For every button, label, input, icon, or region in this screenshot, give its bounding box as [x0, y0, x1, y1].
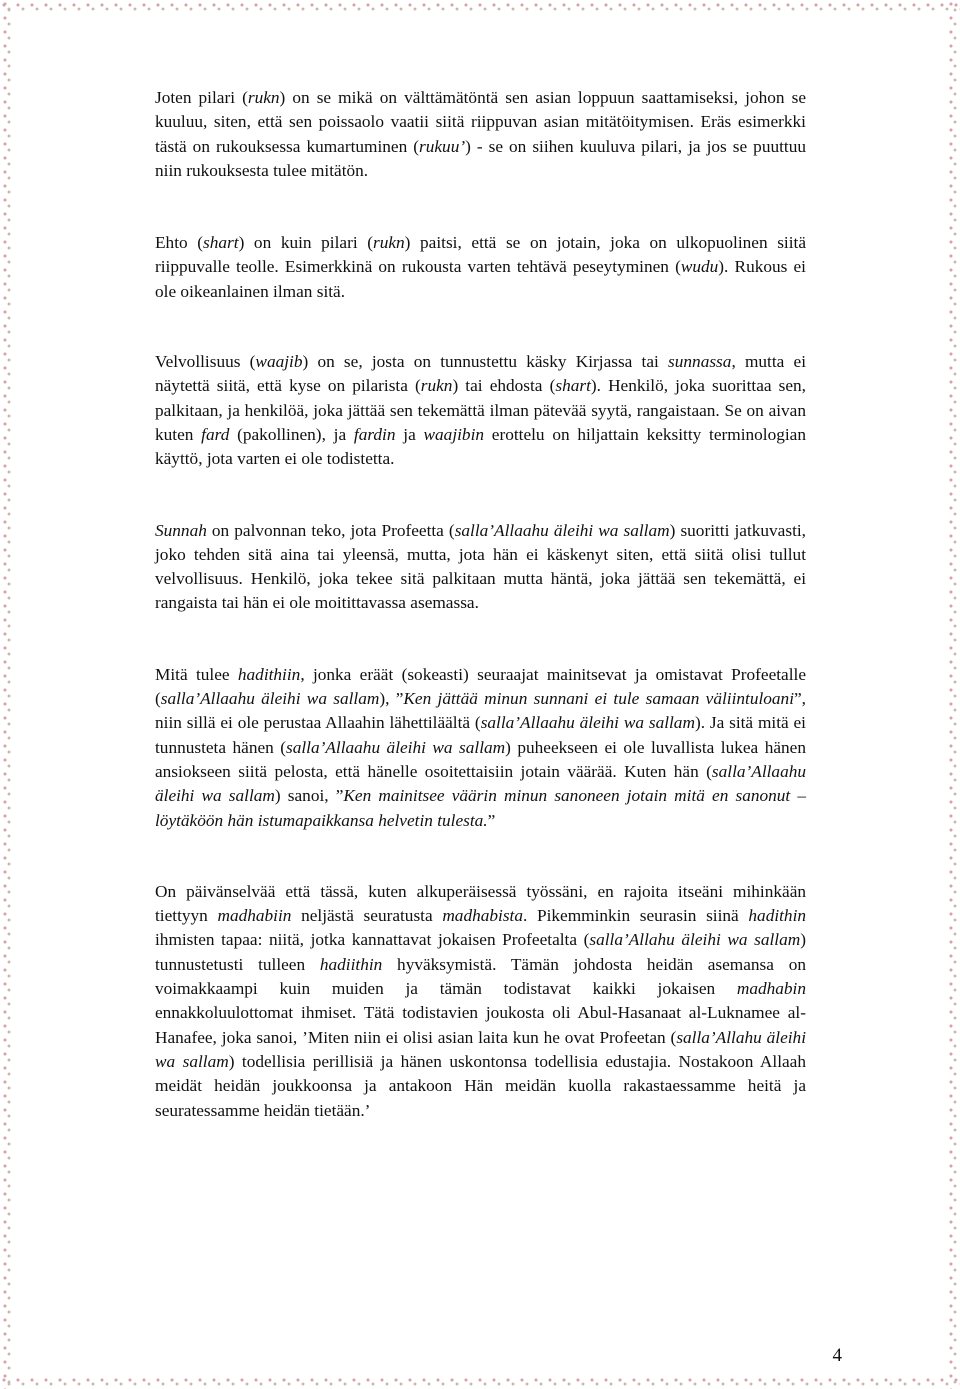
paragraph-sunnah	[155, 519, 806, 616]
italic-text-segment: Ken mainitsee väärin minun sanoneen jotain mitä en sanonut – löytäköön hän istumapaikkansa helvetin tulesta.	[155, 786, 806, 830]
text-segment: ennakkoluulottomat ihmiset. Tätä todistavien joukosta oli Abul-Hasanaat al-Luknamee al-Hanafee, joka sanoi, ’Miten niin ei olisi asian laita kun he ovat Profeetan (	[155, 1003, 806, 1047]
text-segment: ) on kuin pilari (	[238, 233, 373, 253]
text-segment: ). Henkilö, joka suorittaa sen, palkitaan, ja henkilöä, joka jättää sen tekemättä ilman pätevää syytä, rangaistaan. Se on aivan kuten	[155, 376, 806, 444]
italic-text-segment: shart	[555, 376, 591, 396]
text-segment: ) tai ehdosta (	[452, 376, 556, 396]
decorative-border-left	[0, 0, 14, 1389]
text-segment: ”	[487, 810, 496, 830]
italic-text-segment: sunnassa	[668, 352, 732, 372]
italic-text-segment: Sunnah	[155, 520, 207, 540]
text-segment: neljästä seuratusta	[291, 906, 443, 926]
decorative-border-bottom	[0, 1375, 960, 1389]
italic-text-segment: shart	[203, 233, 239, 253]
paragraph-hadith	[155, 663, 806, 833]
text-segment: ) sanoi, ”	[274, 786, 344, 806]
italic-text-segment: fard	[201, 424, 230, 444]
italic-text-segment: Ken jättää minun sunnani ei tule samaan väliintuloani	[403, 689, 794, 709]
text-segment: ) paitsi, että se on jotain, joka on ulkopuolinen siitä riippuvalle teolle. Esimerkkinä on rukousta varten tehtävä peseytyminen (	[155, 233, 806, 277]
text-segment: ) suoritti jatkuvasti, joko tehden sitä aina tai yleensä, mutta, jota hän ei käskenyt siten, että siitä olisi tullut velvollisuus. Henkilö, joka tekee sitä palkitaan mutta häntä, joka jättää sen tekemättä, ei rangaista tai hän ei ole moitittavassa asemassa.	[155, 520, 806, 613]
italic-text-segment: fardin	[353, 424, 396, 444]
italic-text-segment: wudu	[680, 257, 719, 277]
text-segment: , mutta ei näytettä siitä, että kyse on pilarista (	[155, 352, 806, 396]
italic-text-segment: hadithin	[748, 906, 807, 926]
italic-text-segment: salla’Allaahu äleihi wa sallam	[160, 689, 380, 709]
italic-text-segment: hadithiin	[237, 664, 301, 684]
text-segment: ) todellisia perillisiä ja hänen uskontonsa todellisia edustajia. Nostakoon Allaah meidät heidän joukkoonsa ja antakoon Hän meidän kuolla rakastaessamme heitä ja seuratessamme heidän tietään.’	[155, 1051, 806, 1120]
italic-text-segment: rukn	[247, 88, 280, 107]
italic-text-segment: madhabiin	[217, 906, 292, 926]
italic-text-segment: salla’Allaahu äleihi wa sallam	[286, 737, 506, 757]
text-segment: ) on se, josta on tunnustettu käsky Kirjassa tai	[302, 352, 669, 372]
text-segment: ). Ja sitä mitä ei tunnusteta hänen (	[155, 713, 806, 757]
text-segment: On päivänselvää että tässä, kuten alkuperäisessä työssäni, en rajoita itseäni mihinkään tiettyyn	[155, 881, 806, 926]
text-segment: ) tunnustetusti tulleen	[155, 930, 806, 974]
text-segment: ihmisten tapaa: niitä, jotka kannattavat jokaisen Profeetalta (	[155, 930, 590, 950]
italic-text-segment: salla’Allaahu äleihi wa sallam	[155, 761, 806, 806]
text-segment: ”, niin sillä ei ole perustaa Allaahin lähettiläältä (	[155, 689, 806, 733]
text-segment: ), ”	[379, 689, 404, 709]
text-segment: ) on se mikä on välttämätöntä sen asian loppuun saattamiseksi, johon se kuuluu, siten, että sen poissaolo vaatii siitä riippuvan asian mitätöitymisen. Eräs esimerkki tästä on rukouksessa kumartuminen (	[155, 88, 806, 156]
italic-text-segment: rukn	[420, 376, 453, 396]
paragraph-obligation	[155, 350, 806, 471]
text-segment: Velvollisuus (	[155, 352, 256, 372]
italic-text-segment: waajibin	[423, 424, 485, 444]
text-segment: Ehto (	[155, 233, 204, 253]
decorative-border-right	[946, 0, 960, 1389]
text-segment: (pakollinen), ja	[229, 424, 354, 444]
text-segment: Joten pilari (	[155, 88, 248, 107]
italic-text-segment: waajib	[255, 352, 303, 372]
decorative-border-top	[0, 0, 960, 14]
text-segment: ja	[395, 424, 424, 444]
italic-text-segment: hadiithin	[319, 954, 383, 974]
text-segment: , jonka eräät (sokeasti) seuraajat mainitsevat ja omistavat Profeetalle (	[155, 664, 806, 709]
paragraph-madhab	[155, 880, 806, 1123]
text-segment: hyväksymistä. Tämän johdosta heidän asemansa on voimakkaampi kuin muiden ja tämän todistavat kaikki jokaisen	[155, 954, 806, 999]
italic-text-segment: rukn	[372, 233, 405, 253]
page-number: 4	[832, 1345, 842, 1366]
paragraph-condition	[155, 231, 806, 304]
text-segment: . Pikemminkin seurasin siinä	[522, 906, 749, 926]
italic-text-segment: salla’Allahu äleihi wa sallam	[589, 930, 801, 950]
text-segment: ). Rukous ei ole oikeanlainen ilman sitä.	[155, 257, 806, 301]
text-segment: Mitä tulee	[155, 664, 238, 684]
italic-text-segment: salla’Allaahu äleihi wa sallam	[454, 520, 670, 540]
italic-text-segment: rukuu’	[419, 136, 466, 156]
text-segment: ) puheekseen ei ole luvallista lukea hänen ansiokseen siitä pelosta, että hänelle osoitettaisiin jotain väärää. Kuten hän (	[155, 737, 806, 781]
italic-text-segment: madhabin	[736, 979, 806, 999]
italic-text-segment: salla’Allahu äleihi wa sallam	[155, 1027, 806, 1071]
document-body	[155, 86, 806, 1123]
text-segment: on palvonnan teko, jota Profeetta (	[206, 520, 455, 540]
italic-text-segment: salla’Allaahu äleihi wa sallam	[480, 713, 695, 733]
paragraph-pillar	[155, 86, 806, 183]
text-segment: erottelu on hiljattain keksitty terminologian käyttö, jota varten ei ole todistetta.	[155, 424, 806, 469]
italic-text-segment: madhabista	[442, 906, 523, 926]
text-segment: ) - se on siihen kuuluva pilari, ja jos se puuttuu niin rukouksesta tulee mitätön.	[155, 136, 806, 180]
